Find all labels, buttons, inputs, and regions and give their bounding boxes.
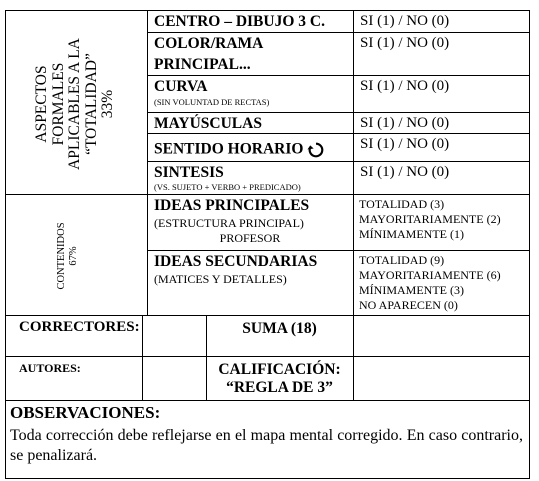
score-option: MAYORITARIAMENTE (2) — [359, 212, 501, 226]
score-option: TOTALIDAD (3) — [359, 197, 445, 211]
criterion-title: MAYÚSCULAS — [154, 115, 262, 132]
aspects-label — [34, 14, 118, 194]
col-divider-left — [147, 10, 148, 315]
criterion-subtitle: (SIN VOLUNTAD DE RECTAS) — [154, 97, 270, 107]
row-sep — [147, 75, 529, 76]
secondary-ideas-title: IDEAS SECUNDARIAS — [154, 253, 318, 270]
contents-label-line: CONTENIDOS — [56, 222, 67, 290]
section-sep — [5, 194, 529, 195]
criterion-title: CENTRO – DIBUJO 3 C. — [154, 13, 325, 30]
principal-ideas-scores — [359, 197, 501, 242]
observations-title: OBSERVACIONES: — [10, 403, 161, 422]
criterion-title — [154, 141, 325, 159]
sum-label: SUMA (18) — [242, 320, 317, 337]
authors-label: AUTORES: — [19, 361, 81, 375]
correctors-label: CORRECTORES: — [19, 319, 140, 335]
contents-label — [56, 206, 96, 306]
row-sep — [5, 356, 529, 357]
criterion-value: SI (1) / NO (0) — [360, 136, 450, 152]
score-option: MÍNIMAMENTE (3) — [359, 283, 464, 297]
row-sep — [5, 400, 529, 401]
score-option: MÍNIMAMENTE (1) — [359, 227, 464, 241]
row-sep — [147, 32, 529, 33]
table-border-right — [529, 10, 530, 479]
principal-ideas-subtitle: (ESTRUCTURA PRINCIPAL) — [154, 216, 304, 230]
secondary-ideas-scores — [359, 253, 501, 313]
criterion-subtitle: (VS. SUJETO + VERBO + PREDICADO) — [154, 182, 301, 192]
row-sep — [147, 250, 529, 251]
aspects-label-line: 33% — [99, 89, 116, 119]
aspects-label-line: FORMALES — [49, 62, 67, 146]
criterion-title: PRINCIPAL... — [154, 56, 251, 73]
principal-ideas-evaluator: PROFESOR — [219, 231, 281, 245]
section-sep — [5, 315, 529, 316]
clockwise-arrow-icon — [307, 141, 325, 159]
score-option: NO APARECEN (0) — [359, 298, 458, 312]
criterion-title-text: SENTIDO HORARIO — [154, 140, 304, 158]
footer-col-sep — [353, 315, 354, 400]
aspects-label-line: “TOTALIDAD” — [82, 53, 100, 155]
score-option: MAYORITARIAMENTE (6) — [359, 268, 501, 282]
grade-label: CALIFICACIÓN: — [218, 361, 341, 378]
row-sep — [147, 133, 529, 134]
observations-body: Toda corrección debe reflejarse en el mapa mental corregido. En caso contrario, se penalizará. — [10, 427, 523, 464]
score-option: TOTALIDAD (9) — [359, 253, 445, 267]
criterion-title: CURVA — [154, 78, 208, 95]
criterion-value: SI (1) / NO (0) — [360, 164, 450, 180]
contents-label-line: 67% — [68, 246, 79, 266]
principal-ideas-title: IDEAS PRINCIPALES — [154, 197, 310, 214]
grade-label-method: “REGLA DE 3” — [226, 379, 333, 396]
aspects-label-line: APLICABLES A LA — [66, 38, 83, 170]
aspects-label-line: ASPECTOS — [33, 65, 50, 143]
table-border-left — [5, 10, 6, 479]
criterion-value: SI (1) / NO (0) — [360, 35, 450, 51]
criterion-value: SI (1) / NO (0) — [360, 78, 450, 94]
table-border-top — [5, 10, 530, 11]
criterion-value: SI (1) / NO (0) — [360, 115, 450, 131]
row-sep — [147, 161, 529, 162]
footer-col-sep — [142, 315, 143, 400]
criterion-title: COLOR/RAMA — [154, 35, 264, 52]
col-divider-right — [353, 10, 354, 315]
table-border-bottom — [5, 478, 530, 479]
row-sep — [147, 112, 529, 113]
criterion-title: SINTESIS — [154, 164, 224, 181]
secondary-ideas-subtitle: (MATICES Y DETALLES) — [154, 272, 287, 286]
criterion-value: SI (1) / NO (0) — [360, 13, 450, 29]
